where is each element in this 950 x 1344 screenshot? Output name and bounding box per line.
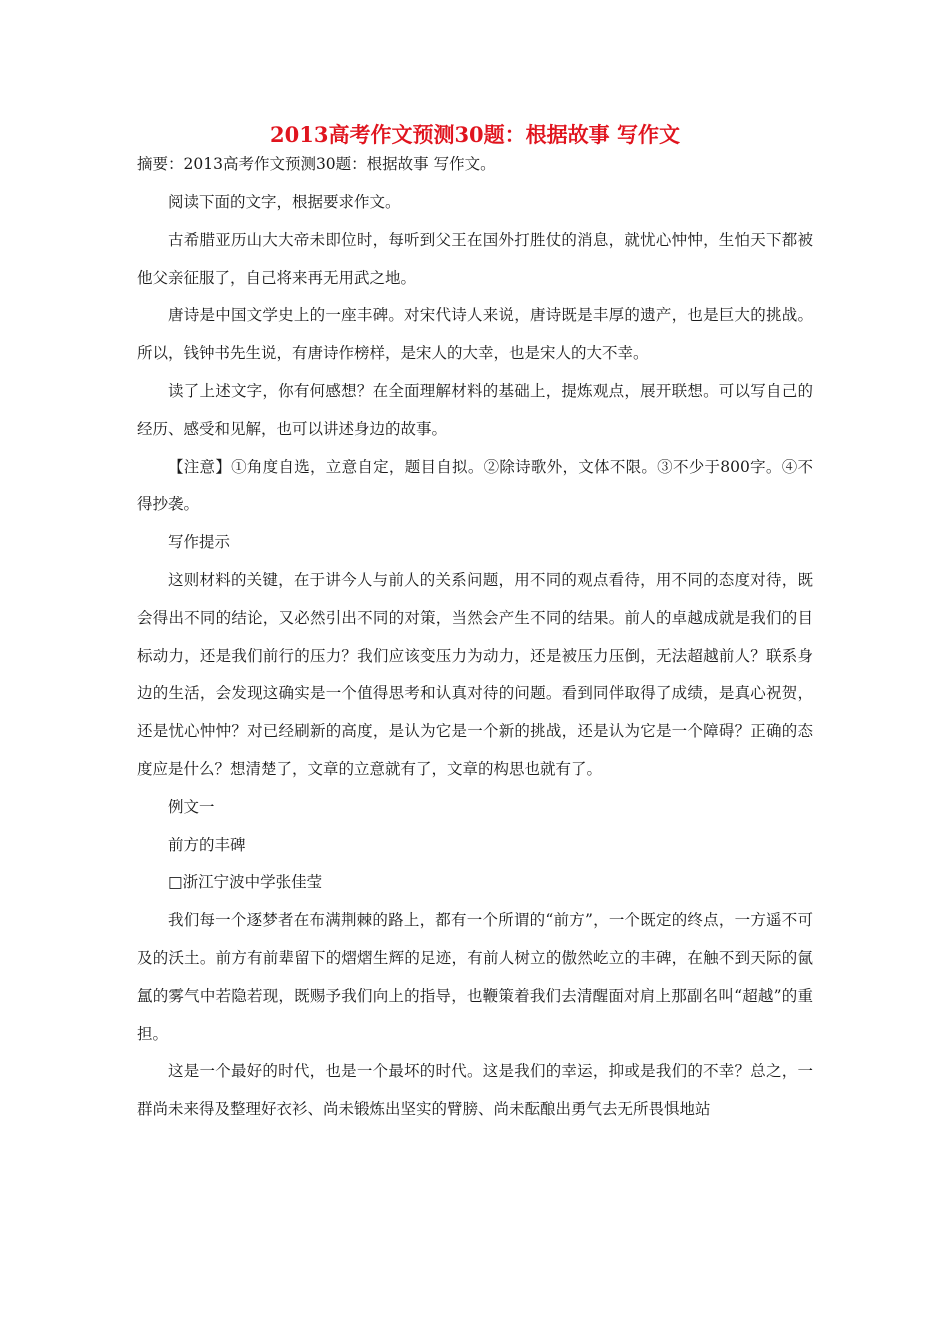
heading-writing-tips: 写作提示: [168, 533, 231, 552]
document-page: [137, 118, 813, 1129]
document-abstract: 摘要：2013高考作文预测30题：根据故事 写作文。: [137, 155, 496, 173]
paragraph-notice: 【注意】①角度自选，立意自定，题目自拟。②除诗歌外，文体不限。③不少于800字。④不得抄袭。: [137, 457, 813, 514]
heading-example-one: 例文一: [168, 797, 215, 816]
paragraph-tang-poetry: 唐诗是中国文学史上的一座丰碑。对宋代诗人来说，唐诗既是丰厚的遗产，也是巨大的挑战。所以，钱钟书先生说，有唐诗作榜样，是宋人的大幸，也是宋人的大不幸。: [137, 306, 813, 363]
paragraph-prompt: 读了上述文字，你有何感想？在全面理解材料的基础上，提炼观点，展开联想。可以写自己的经历、感受和见解，也可以讲述身边的故事。: [137, 381, 813, 438]
essay-paragraph-2: 这是一个最好的时代，也是一个最坏的时代。这是我们的幸运，抑或是我们的不幸？总之，一群尚未来得及整理好衣衫、尚未锻炼出坚实的臂膀、尚未酝酿出勇气去无所畏惧地站: [137, 1062, 813, 1119]
paragraph-alexander: 古希腊亚历山大大帝未即位时，每听到父王在国外打胜仗的消息，就忧心忡忡，生怕天下都被他父亲征服了，自己将来再无用武之地。: [137, 230, 813, 287]
essay-paragraph-1: 我们每一个逐梦者在布满荆棘的路上，都有一个所谓的“前方”，一个既定的终点，一方遥不可及的沃土。前方有前辈留下的熠熠生辉的足迹，有前人树立的傲然屹立的丰碑，在触不到天际的氤氲的雾气中若隐若现，既赐予我们向上的指导，也鞭策着我们去清醒面对肩上那副名叫“超越”的重担。: [137, 911, 813, 1043]
essay-author: □浙江宁波中学张佳莹: [168, 873, 323, 892]
paragraph-instruction: 阅读下面的文字，根据要求作文。: [168, 193, 401, 211]
document-title: 2013高考作文预测30题：根据故事 写作文: [270, 122, 680, 147]
paragraph-writing-tips: 这则材料的关键，在于讲今人与前人的关系问题，用不同的观点看待，用不同的态度对待，既会得出不同的结论，又必然引出不同的对策，当然会产生不同的结果。前人的卓越成就是我们的目标动力，还是我们前行的压力？我们应该变压力为动力，还是被压力压倒，无法超越前人？联系身边的生活，会发现这确实是一个值得思考和认真对待的问题。看到同伴取得了成绩，是真心祝贺，还是忧心忡忡？对已经刷新的高度，是认为它是一个新的挑战，还是认为它是一个障碍？正确的态度应是什么？想清楚了，文章的立意就有了，文章的构思也就有了。: [137, 570, 813, 778]
essay-title: 前方的丰碑: [168, 835, 246, 854]
